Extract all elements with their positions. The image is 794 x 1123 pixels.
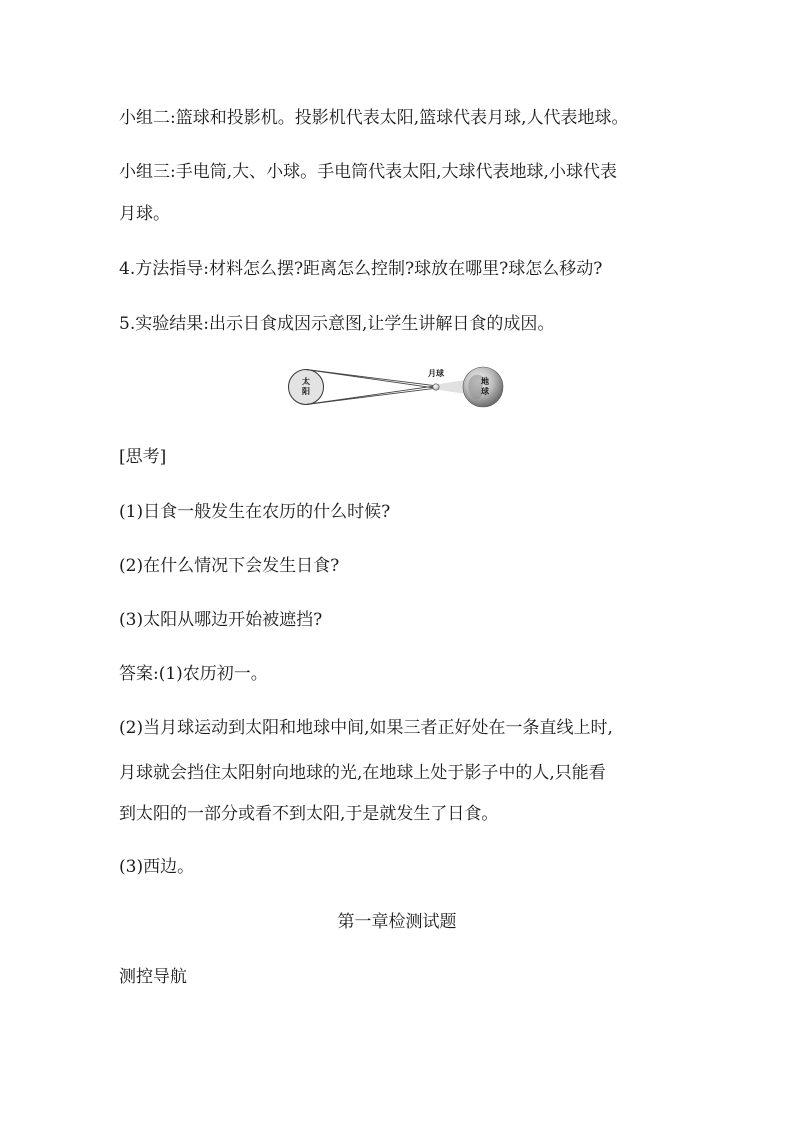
earth-label-2: 球 xyxy=(481,387,489,396)
think-heading: [思考] xyxy=(119,447,167,467)
sun-label-2: 阳 xyxy=(302,387,310,396)
question-3: (3)太阳从哪边开始被遮挡? xyxy=(119,610,323,630)
answer-1: 答案:(1)农历初一。 xyxy=(119,664,268,684)
answer-2-line3: 到太阳的一部分或看不到太阳,于是就发生了日食。 xyxy=(119,804,499,824)
solar-eclipse-diagram xyxy=(286,362,508,412)
question-1: (1)日食一般发生在农历的什么时候? xyxy=(119,502,391,522)
inner-ray-top xyxy=(306,370,436,389)
experiment-result-text: 5.实验结果:出示日食成因示意图,让学生讲解日食的成因。 xyxy=(119,314,555,334)
moon-shadow xyxy=(436,380,466,394)
moon-label: 月球 xyxy=(428,369,444,378)
section-title: 测控导航 xyxy=(119,967,187,987)
answer-2-line2: 月球就会挡住太阳射向地球的光,在地球上处于影子中的人,只能看 xyxy=(119,763,606,783)
earth-label-1: 地 xyxy=(481,377,489,386)
moon-circle xyxy=(433,384,439,390)
group3-text-line2: 月球。 xyxy=(119,204,170,224)
method-guidance-text: 4.方法指导:材料怎么摆?距离怎么控制?球放在哪里?球怎么移动? xyxy=(119,259,603,279)
solar-eclipse-svg xyxy=(286,362,508,412)
inner-ray-bottom xyxy=(306,386,436,405)
chapter-title: 第一章检测试题 xyxy=(337,912,457,932)
group2-text: 小组二:篮球和投影机。投影机代表太阳,篮球代表月球,人代表地球。 xyxy=(119,108,629,128)
question-2: (2)在什么情况下会发生日食? xyxy=(119,556,340,576)
answer-2-line1: (2)当月球运动到太阳和地球中间,如果三者正好处在一条直线上时, xyxy=(119,718,613,738)
group3-text-line1: 小组三:手电筒,大、小球。手电筒代表太阳,大球代表地球,小球代表 xyxy=(119,162,617,182)
answer-3: (3)西边。 xyxy=(119,857,195,877)
sun-label-1: 太 xyxy=(302,377,310,386)
